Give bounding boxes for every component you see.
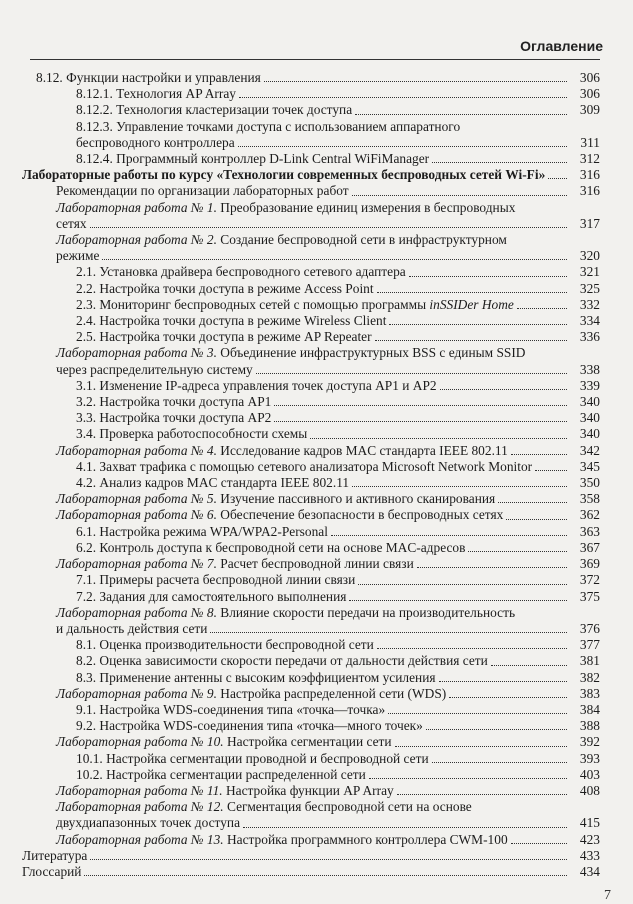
toc-entry-title: 7.2. Задания для самостоятельного выполнения (76, 588, 347, 604)
toc-entry-continuation: через распределительную систему (56, 361, 253, 377)
toc-leader-dots (352, 486, 567, 487)
toc-page-number: 388 (579, 718, 600, 734)
toc-entry-title: 6.1. Настройка режима WPA/WPA2-Personal (76, 523, 328, 539)
toc-entry-title: 4.2. Анализ кадров MAC стандарта IEEE 802.11 (76, 475, 350, 491)
toc-page-number: 338 (579, 361, 600, 377)
toc-entry[interactable] (22, 394, 600, 410)
toc-entry-title-italic: inSSIDer Home (429, 296, 514, 312)
toc-entry-label: Лабораторная работа № 6. (56, 507, 217, 523)
toc-entry-title: Объединение инфраструктурных BSS с единым SSID (220, 345, 526, 361)
toc-leader-dots (449, 697, 567, 698)
toc-entry-title: 3.3. Настройка точки доступа AP2 (76, 410, 272, 426)
toc-entry-label: Лабораторная работа № 1. (56, 199, 217, 215)
toc-entry-title: Исследование кадров MAC стандарта IEEE 802.11 (220, 442, 508, 458)
toc-leader-dots (331, 535, 567, 536)
toc-entry-title: Создание беспроводной сети в инфраструктурном (220, 232, 507, 248)
toc-leader-dots (377, 648, 567, 649)
toc-leader-dots (511, 843, 567, 844)
toc-page-number: 362 (579, 507, 600, 523)
toc-leader-dots (274, 421, 567, 422)
toc-page-number: 384 (579, 701, 600, 717)
toc-leader-dots (498, 502, 567, 503)
toc-entry-label: Лабораторная работа № 4. (56, 442, 217, 458)
toc-entry[interactable] (22, 102, 600, 118)
toc-entry[interactable] (22, 167, 600, 183)
toc-entry[interactable] (22, 507, 600, 523)
toc-leader-dots (535, 470, 567, 471)
toc-page-number: 306 (579, 86, 600, 102)
toc-entry-label: Лабораторная работа № 12. (56, 799, 224, 815)
toc-entry-title: 2.1. Установка драйвера беспроводного сетевого адаптера (76, 264, 406, 280)
toc-entry-title: Рекомендации по организации лабораторных работ (56, 183, 349, 199)
toc-entry-title: 8.2. Оценка зависимости скорости передачи от дальности действия сети (76, 653, 488, 669)
toc-entry[interactable] (22, 848, 600, 864)
toc-entry[interactable] (22, 864, 600, 880)
toc-entry-title: Расчет беспроводной линии связи (220, 556, 414, 572)
toc-entry-label: Лабораторная работа № 11. (56, 782, 223, 798)
toc-page-number: 367 (579, 539, 600, 555)
toc-entry-title: 8.1. Оценка производительности беспроводной сети (76, 637, 374, 653)
header-rule (30, 59, 600, 60)
toc-entry-title: 9.2. Настройка WDS-соединения типа «точка—много точек» (76, 718, 423, 734)
toc-entry[interactable] (22, 783, 600, 799)
toc-entry-title: Настройка сегментации сети (226, 734, 392, 750)
toc-page-number: 375 (579, 588, 600, 604)
toc-page-number: 321 (579, 264, 600, 280)
toc-page-number: 363 (579, 523, 600, 539)
toc-entry[interactable] (22, 572, 600, 588)
toc-page-number: 358 (579, 491, 600, 507)
toc-page-number: 377 (579, 637, 600, 653)
toc-entry[interactable] (22, 70, 600, 86)
toc-leader-dots (238, 146, 567, 147)
toc-entry-continuation: двухдиапазонных точек доступа (56, 815, 241, 831)
toc-leader-dots (468, 551, 567, 552)
toc-entry[interactable] (22, 734, 600, 750)
toc-leader-dots (395, 746, 567, 747)
toc-entry-title: 4.1. Захват трафика с помощью сетевого анализатора Microsoft Network Monitor (76, 458, 533, 474)
toc-entry-title: Литература (22, 847, 88, 863)
toc-entry-title: 8.12.2. Технология кластеризации точек доступа (76, 102, 353, 118)
toc-entry-title: Настройка функции AP Array (225, 782, 394, 798)
toc-leader-dots (102, 259, 567, 260)
toc-page-number: 434 (579, 863, 600, 879)
toc-entry-title: 2.3. Мониторинг беспроводных сетей с помощью программы (76, 296, 430, 312)
toc-entry-continuation: беспроводного контроллера (76, 134, 235, 150)
toc-entry-title: Глоссарий (22, 863, 82, 879)
toc-entry[interactable] (22, 491, 600, 507)
toc-leader-dots (432, 762, 567, 763)
toc-entry[interactable] (22, 524, 600, 540)
toc-page-number: 309 (579, 102, 600, 118)
toc-entry[interactable] (22, 653, 600, 669)
toc-entry-title: Изучение пассивного и активного сканирования (220, 491, 496, 507)
toc-entry-continuation: сетях (56, 215, 87, 231)
toc-entry[interactable] (22, 475, 600, 491)
toc-leader-dots (377, 292, 567, 293)
toc-leader-dots (417, 567, 567, 568)
toc-entry-title: 8.12. Функции настройки и управления (36, 70, 261, 85)
toc-leader-dots (491, 665, 567, 666)
toc-entry-title: Лабораторные работы по курсу «Технологии современных беспроводных сетей Wi-Fi» (22, 167, 546, 183)
toc-entry-title: 3.2. Настройка точки доступа AP1 (76, 394, 272, 410)
toc-page-number: 415 (579, 815, 600, 831)
toc-entry-label: Лабораторная работа № 13. (56, 831, 224, 847)
toc-entry-label: Лабораторная работа № 3. (56, 345, 217, 361)
toc-entry-continuation: режиме (56, 248, 100, 264)
toc-leader-dots (506, 519, 567, 520)
toc-entry-title: 8.12.4. Программный контроллер D-Link Central WiFiManager (76, 151, 430, 167)
toc-entry-continuation: и дальность действия сети (56, 620, 208, 636)
toc-leader-dots (432, 162, 567, 163)
toc-entry-label: Лабораторная работа № 9. (56, 685, 217, 701)
toc-entry-label: Лабораторная работа № 8. (56, 604, 217, 620)
toc-page-number: 423 (579, 831, 600, 847)
toc-entry[interactable] (22, 281, 600, 297)
toc-entry[interactable] (22, 589, 600, 605)
toc-entry-title: 8.12.1. Технология AP Array (76, 86, 236, 102)
toc-entry[interactable] (22, 119, 600, 151)
toc-leader-dots (389, 324, 567, 325)
toc-page-number: 306 (579, 70, 600, 85)
table-of-contents (22, 70, 600, 880)
toc-entry[interactable] (22, 232, 600, 264)
toc-leader-dots (349, 600, 567, 601)
toc-page-number: 350 (579, 475, 600, 491)
toc-entry[interactable] (22, 410, 600, 426)
toc-page-number: 340 (579, 410, 600, 426)
section-title: Оглавление (520, 38, 603, 54)
toc-entry-label: Лабораторная работа № 10. (56, 734, 224, 750)
toc-leader-dots (264, 81, 567, 82)
toc-entry-title: 6.2. Контроль доступа к беспроводной сети на основе MAC-адресов (76, 539, 466, 555)
toc-entry[interactable] (22, 751, 600, 767)
toc-leader-dots (239, 97, 567, 98)
toc-page-number: 403 (579, 766, 600, 782)
toc-entry[interactable] (22, 151, 600, 167)
toc-page-number: 339 (579, 377, 600, 393)
toc-page-number: 376 (579, 620, 600, 636)
toc-entry[interactable] (22, 426, 600, 442)
toc-page-number: 382 (579, 669, 600, 685)
toc-entry[interactable] (22, 183, 600, 199)
toc-entry-title: 2.4. Настройка точки доступа в режиме Wireless Client (76, 313, 387, 329)
toc-page-number: 392 (579, 734, 600, 750)
toc-entry[interactable] (22, 329, 600, 345)
toc-leader-dots (352, 195, 567, 196)
toc-entry-title: Сегментация беспроводной сети на основе (226, 799, 472, 815)
toc-page-number: 317 (579, 215, 600, 231)
toc-page-number: 320 (579, 248, 600, 264)
toc-page-number: 345 (579, 458, 600, 474)
toc-page-number: 383 (579, 685, 600, 701)
toc-page-number: 336 (579, 329, 600, 345)
toc-leader-dots (355, 114, 567, 115)
toc-entry-title: 10.2. Настройка сегментации распределенной сети (76, 766, 366, 782)
toc-entry[interactable] (22, 264, 600, 280)
toc-leader-dots (397, 794, 567, 795)
toc-entry-title: Обеспечение безопасности в беспроводных сетях (220, 507, 504, 523)
toc-leader-dots (274, 405, 567, 406)
toc-leader-dots (426, 729, 567, 730)
toc-entry[interactable] (22, 378, 600, 394)
toc-entry[interactable] (22, 799, 600, 831)
toc-entry-title: 8.12.3. Управление точками доступа с использованием аппаратного (76, 118, 461, 134)
toc-entry[interactable] (22, 767, 600, 783)
toc-leader-dots (548, 178, 567, 179)
toc-leader-dots (256, 373, 567, 374)
toc-leader-dots (388, 713, 567, 714)
toc-page-number: 316 (579, 167, 600, 183)
toc-entry-label: Лабораторная работа № 5. (56, 491, 217, 507)
toc-leader-dots (84, 875, 567, 876)
toc-leader-dots (439, 681, 567, 682)
toc-entry-title: 3.1. Изменение IP-адреса управления точек доступа AP1 и AP2 (76, 377, 437, 393)
toc-page-number: 334 (579, 313, 600, 329)
toc-leader-dots (310, 438, 567, 439)
toc-page-number: 393 (579, 750, 600, 766)
toc-entry[interactable] (22, 345, 600, 377)
toc-entry[interactable] (22, 86, 600, 102)
toc-entry-title: 3.4. Проверка работоспособности схемы (76, 426, 308, 442)
toc-entry-title: 8.3. Применение антенны с высоким коэффициентом усиления (76, 669, 436, 685)
toc-entry[interactable] (22, 313, 600, 329)
toc-entry[interactable] (22, 702, 600, 718)
toc-entry-title: Преобразование единиц измерения в беспроводных (220, 199, 516, 215)
toc-entry[interactable] (22, 540, 600, 556)
toc-entry[interactable] (22, 686, 600, 702)
toc-entry[interactable] (22, 670, 600, 686)
toc-entry[interactable] (22, 297, 600, 313)
toc-entry-title: 9.1. Настройка WDS-соединения типа «точка—точка» (76, 701, 386, 717)
toc-entry[interactable] (22, 200, 600, 232)
toc-entry-title: 7.1. Примеры расчета беспроводной линии связи (76, 572, 356, 588)
toc-leader-dots (369, 778, 567, 779)
toc-entry[interactable] (22, 832, 600, 848)
toc-entry-label: Лабораторная работа № 7. (56, 556, 217, 572)
toc-leader-dots (358, 584, 567, 585)
toc-leader-dots (375, 340, 567, 341)
toc-page-number: 342 (579, 442, 600, 458)
toc-leader-dots (409, 276, 567, 277)
toc-page-number: 340 (579, 394, 600, 410)
toc-leader-dots (517, 308, 567, 309)
toc-page-number: 340 (579, 426, 600, 442)
toc-leader-dots (243, 827, 567, 828)
toc-page-number: 332 (579, 296, 600, 312)
toc-entry[interactable] (22, 459, 600, 475)
toc-entry-title: Настройка программного контроллера CWM-100 (226, 831, 508, 847)
toc-entry[interactable] (22, 637, 600, 653)
toc-page-number: 316 (579, 183, 600, 199)
toc-page-number: 312 (579, 151, 600, 167)
toc-entry-title: Настройка распределенной сети (WDS) (220, 685, 447, 701)
toc-entry[interactable] (22, 556, 600, 572)
toc-leader-dots (210, 632, 567, 633)
toc-page-number: 372 (579, 572, 600, 588)
page-number: 7 (604, 888, 611, 903)
toc-entry[interactable] (22, 443, 600, 459)
toc-page-number: 408 (579, 782, 600, 798)
toc-entry[interactable] (22, 605, 600, 637)
toc-page-number: 369 (579, 556, 600, 572)
toc-leader-dots (90, 227, 567, 228)
toc-entry-title: 2.5. Настройка точки доступа в режиме AP Repeater (76, 329, 372, 345)
toc-page-number: 381 (579, 653, 600, 669)
toc-entry[interactable] (22, 718, 600, 734)
toc-entry-title: Влияние скорости передачи на производительность (220, 604, 516, 620)
toc-leader-dots (440, 389, 567, 390)
toc-page-number: 311 (580, 134, 600, 150)
toc-leader-dots (511, 454, 567, 455)
toc-page-number: 433 (579, 847, 600, 863)
toc-page-number: 325 (579, 280, 600, 296)
toc-entry-title: 10.1. Настройка сегментации проводной и беспроводной сети (76, 750, 429, 766)
toc-leader-dots (90, 859, 567, 860)
toc-entry-label: Лабораторная работа № 2. (56, 232, 217, 248)
toc-entry-title: 2.2. Настройка точки доступа в режиме Access Point (76, 280, 374, 296)
